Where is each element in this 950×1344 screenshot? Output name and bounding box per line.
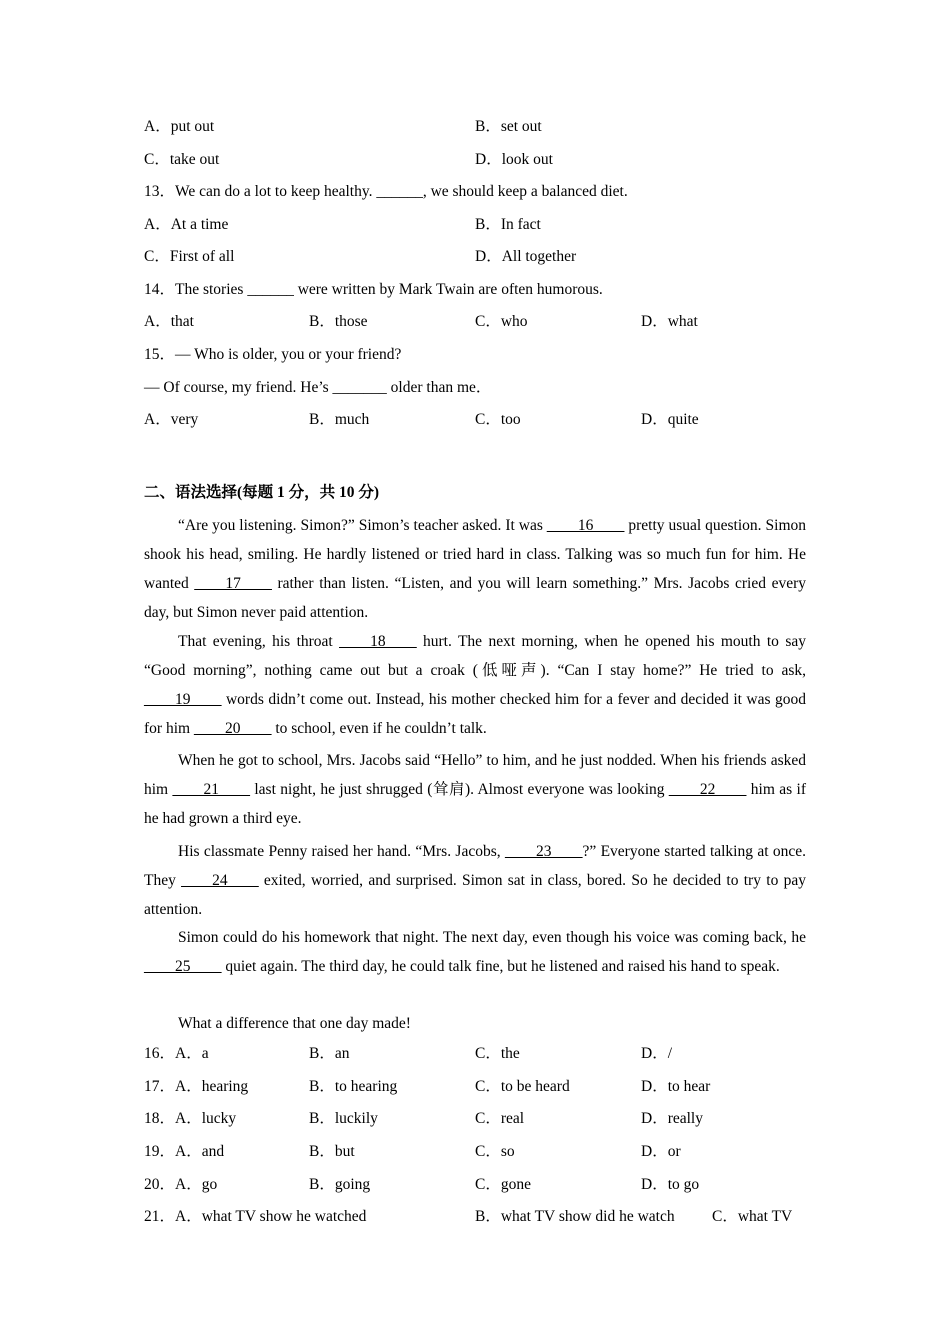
text: “Are you listening. Simon?” Simon’s teacher asked. It was [178,517,547,534]
blank-17: ____17____ [194,575,272,592]
option-17b: B．to hearing [309,1078,398,1095]
passage-paragraph-2 [144,627,806,743]
option-16d: D．/ [641,1045,673,1062]
option-12b: B．set out [475,118,542,135]
text: exited, worried, and surprised. Simon sat in class, bored. So he decided to try to pay attention. [144,872,806,918]
text: words didn’t come out. Instead, his mother checked him for a fever and decided it was good for him [144,691,806,737]
option-18c: C．real [475,1110,525,1127]
option-row-18: 18．A．lucky [144,1110,237,1127]
blank-22: ____22____ [668,781,747,798]
option-row-21: 21．A．what TV show he watched [144,1208,367,1225]
option-12c: C．take out [144,151,220,168]
text: ?” Everyone started talking at once. They [144,843,806,889]
text: That evening, his throat [178,633,340,650]
option-21b: B．what TV show did he watch [475,1208,675,1225]
option-18b: B．luckily [309,1110,378,1127]
option-row-16: 16．A．a [144,1045,209,1062]
passage-paragraph-4 [144,837,806,924]
option-13a: A．At a time [144,216,229,233]
option-18d: D．really [641,1110,703,1127]
passage-paragraph-1 [144,511,806,627]
text: hurt. The next morning, when he opened his mouth to say “Good morning”, nothing came out but a croak (低哑声). “Can I stay home?” He tried to ask, [144,633,806,679]
blank-24: ____24____ [181,872,259,889]
option-20c: C．gone [475,1176,531,1193]
text: When he got to school, Mrs. Jacobs said “Hello” to him, and he just nodded. When his friends asked him [144,752,806,798]
option-15b: B．much [309,411,370,428]
option-13c: C．First of all [144,248,235,265]
blank-23: ____23____ [504,843,583,860]
option-17c: C．to be heard [475,1078,570,1095]
option-19d: D．or [641,1143,681,1160]
option-13d: D．All together [475,248,577,265]
question-15: 15．— Who is older, you or your friend? [144,346,402,363]
question-14: 14．The stories ______ were written by Mark Twain are often humorous. [144,281,603,298]
text: quiet again. The third day, he could talk fine, but he listened and raised his hand to speak. [221,958,780,975]
blank-19: ____19____ [144,691,222,708]
option-13b: B．In fact [475,216,541,233]
text: His classmate Penny raised her hand. “Mrs. Jacobs, [178,843,505,860]
passage-paragraph-5 [144,923,806,981]
option-21c: C．what TV [712,1208,793,1225]
option-12a: A．put out [144,118,215,135]
option-row-19: 19．A．and [144,1143,225,1160]
question-13: 13．We can do a lot to keep healthy. ______, we should keep a balanced diet. [144,183,628,200]
option-row-20: 20．A．go [144,1176,218,1193]
text: last night, he just shrugged (耸肩). Almost everyone was looking [249,781,669,798]
blank-16: ____16____ [546,517,625,534]
text: pretty usual question. Simon shook his head, smiling. He hardly listened or tried hard in class. Talking was so much fun for him. He wanted [144,517,806,592]
passage-paragraph-3 [144,746,806,833]
option-16b: B．an [309,1045,350,1062]
blank-20: ____20____ [193,720,272,737]
text: him as if he had grown a third eye. [144,781,806,827]
option-14a: A．that [144,313,194,330]
option-19c: C．so [475,1143,515,1160]
option-14c: C．who [475,313,528,330]
option-17d: D．to hear [641,1078,711,1095]
text: to school, even if he couldn’t talk. [271,720,487,737]
option-row-17: 17．A．hearing [144,1078,249,1095]
passage-paragraph-6: What a difference that one day made! [178,1015,411,1032]
option-19b: B．but [309,1143,355,1160]
option-15c: C．too [475,411,521,428]
option-15a: A．very [144,411,199,428]
option-16c: C．the [475,1045,520,1062]
text: rather than listen. “Listen, and you will learn something.” Mrs. Jacobs cried every day, but Simon never paid attention. [144,575,806,621]
option-14b: B．those [309,313,368,330]
option-20d: D．to go [641,1176,700,1193]
blank-21: ____21____ [172,781,250,798]
option-15d: D．quite [641,411,699,428]
blank-25: ____25____ [144,958,222,975]
option-20b: B．going [309,1176,371,1193]
option-14d: D．what [641,313,698,330]
section-heading: 二、语法选择(每题 1 分，共 10 分) [144,484,380,501]
option-12d: D．look out [475,151,553,168]
blank-18: ____18____ [339,633,417,650]
text: Simon could do his homework that night. The next day, even though his voice was coming back, he [178,929,806,946]
question-15-reply: — Of course, my friend. He’s _______ older than me． [144,379,492,396]
